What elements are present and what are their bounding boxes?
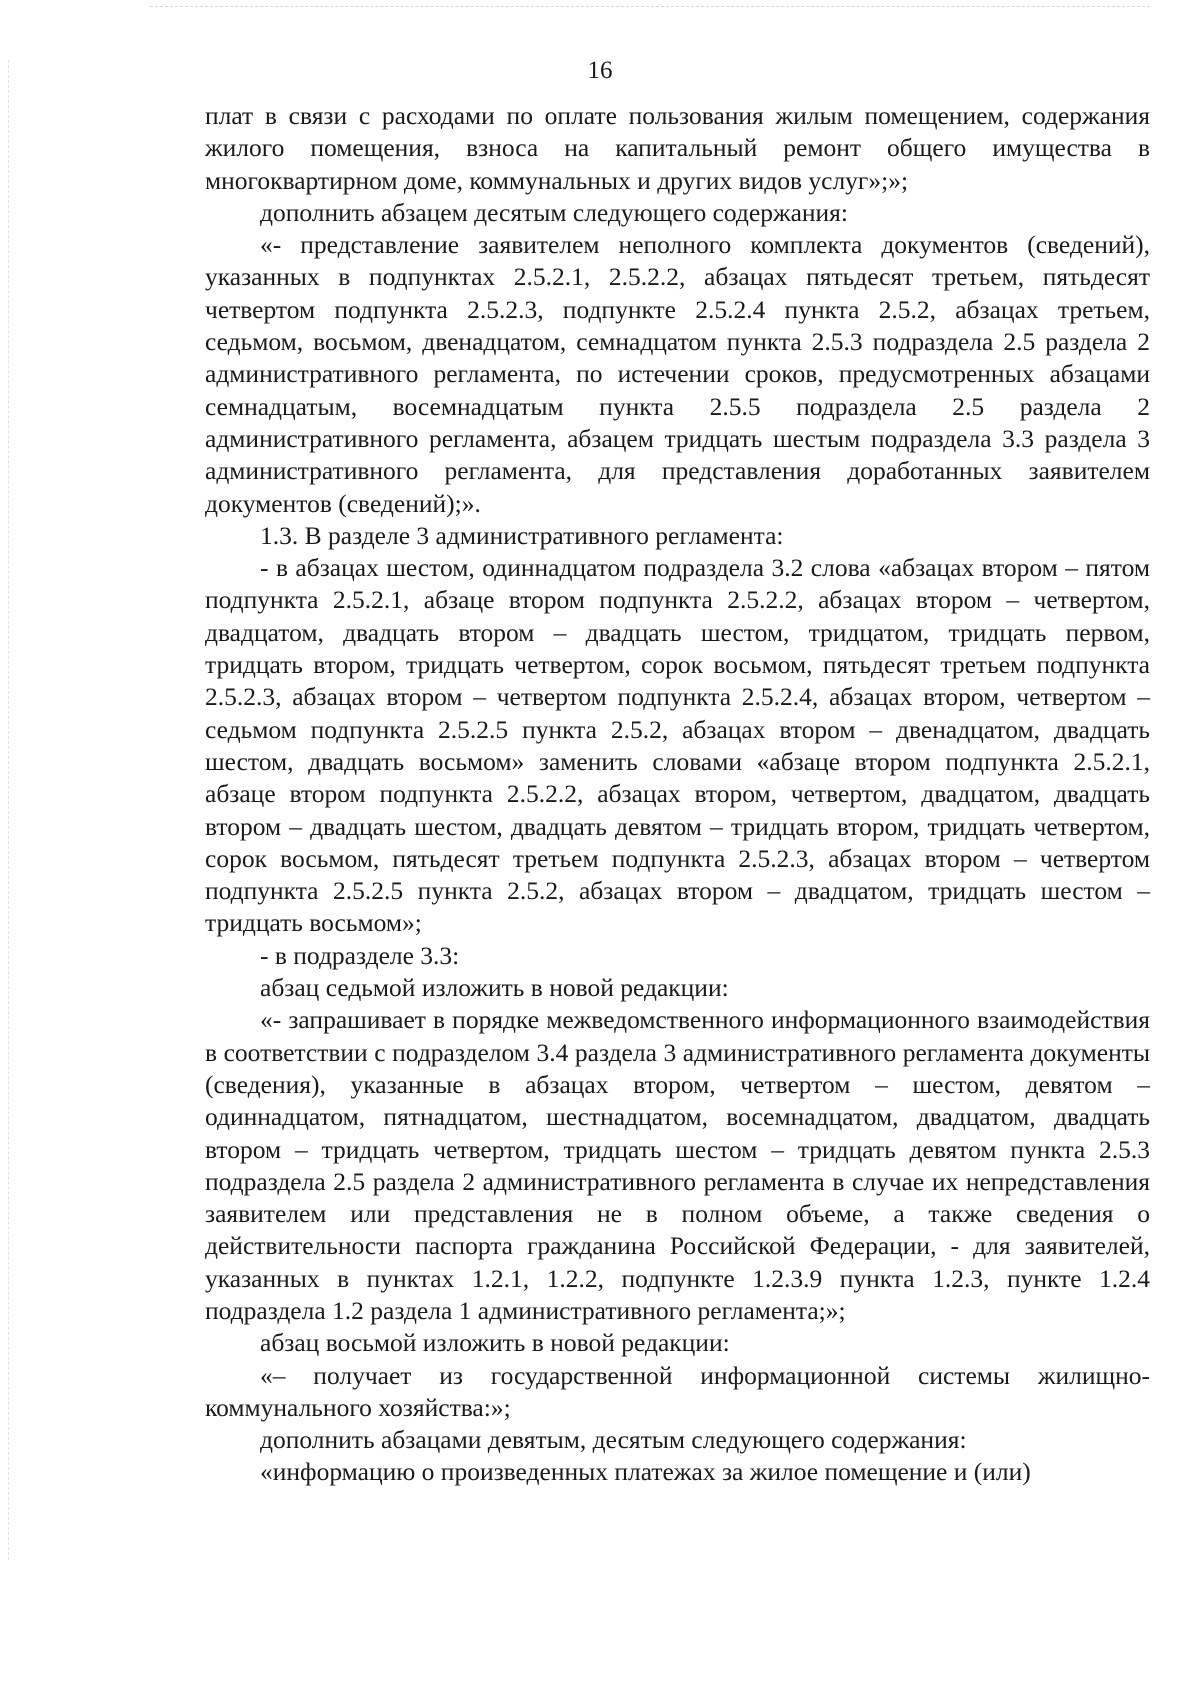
page-number: 16 [587, 57, 613, 84]
paragraph: «информацию о произведенных платежах за жилое помещение и (или) [260, 1457, 1031, 1487]
document-body [205, 100, 1150, 1489]
paragraph-continuation: плат в связи с расходами по оплате пользования жилым помещением, содержания жилого помещения, взноса на капитальный ремонт общего имущества в многоквартирном доме, коммунальных и других видов услуг»;»; [205, 101, 1150, 195]
paragraph: «– получает из государственной информационной системы жилищно-коммунального хозяйства:»; [205, 1360, 1150, 1422]
section-heading: 1.3. В разделе 3 административного регламента: [260, 520, 784, 550]
paragraph: дополнить абзацем десятым следующего содержания: [260, 197, 848, 227]
paragraph: абзац восьмой изложить в новой редакции: [260, 1328, 730, 1358]
paragraph: - в подразделе 3.3: [260, 940, 460, 970]
scan-edge-left [8, 60, 9, 1560]
paragraph: «- представление заявителем неполного комплекта документов (сведений), указанных в подпунктах 2.5.2.1, 2.5.2.2, абзацах пятьдесят третьем, пятьдесят четвертом подпункта 2.5.2.3, подпункте 2.5.2.4 пункта 2.5.2, абзацах третьем, седьмом, восьмом, двенадцатом, семнадцатом пункта 2.5.3 подраздела 2.5 раздела 2 административного регламента, по истечении сроков, предусмотренных абзацами семнадцатым, восемнадцатым пункта 2.5.5 подраздела 2.5 раздела 2 административного регламента, абзацем тридцать шестым подраздела 3.3 раздела 3 административного регламента, для представления доработанных заявителем документов (сведений);». [205, 230, 1150, 518]
paragraph: «- запрашивает в порядке межведомственного информационного взаимодействия в соответствии с подразделом 3.4 раздела 3 административного регламента документы (сведения), указанные в абзацах втором, четвертом – шестом, девятом – одиннадцатом, пятнадцатом, шестнадцатом, восемнадцатом, двадцатом, двадцать втором – тридцать четвертом, тридцать шестом – тридцать девятом пункта 2.5.3 подраздела 2.5 раздела 2 административного регламента в случае их непредставления заявителем или представления не в полном объеме, а также сведения о действительности паспорта гражданина Российской Федерации, - для заявителей, указанных в пунктах 1.2.1, 1.2.2, подпункте 1.2.3.9 пункта 1.2.3, пункте 1.2.4 подраздела 1.2 раздела 1 административного регламента;»; [205, 1005, 1150, 1325]
paragraph: дополнить абзацами девятым, десятым следующего содержания: [260, 1425, 967, 1455]
scan-edge-top [150, 6, 1150, 7]
paragraph: - в абзацах шестом, одиннадцатом подраздела 3.2 слова «абзацах втором – пятом подпункта 2.5.2.1, абзаце втором подпункта 2.5.2.2, абзацах втором – четвертом, двадцатом, двадцать втором – двадцать шестом, тридцатом, тридцать первом, тридцать втором, тридцать четвертом, сорок восьмом, пятьдесят третьем подпункта 2.5.2.3, абзацах втором – четвертом подпункта 2.5.2.4, абзацах втором, четвертом – седьмом подпункта 2.5.2.5 пункта 2.5.2, абзацах втором – двенадцатом, двадцать шестом, двадцать восьмом» заменить словами «абзаце втором подпункта 2.5.2.1, абзаце втором подпункта 2.5.2.2, абзацах втором, четвертом, двадцатом, двадцать втором – двадцать шестом, двадцать девятом – тридцать втором, тридцать четвертом, сорок восьмом, пятьдесят третьем подпункта 2.5.2.3, абзацах втором – четвертом подпункта 2.5.2.5 пункта 2.5.2, абзацах втором – двадцатом, тридцать шестом – тридцать восьмом»; [205, 553, 1150, 938]
paragraph: абзац седьмой изложить в новой редакции: [260, 973, 729, 1003]
